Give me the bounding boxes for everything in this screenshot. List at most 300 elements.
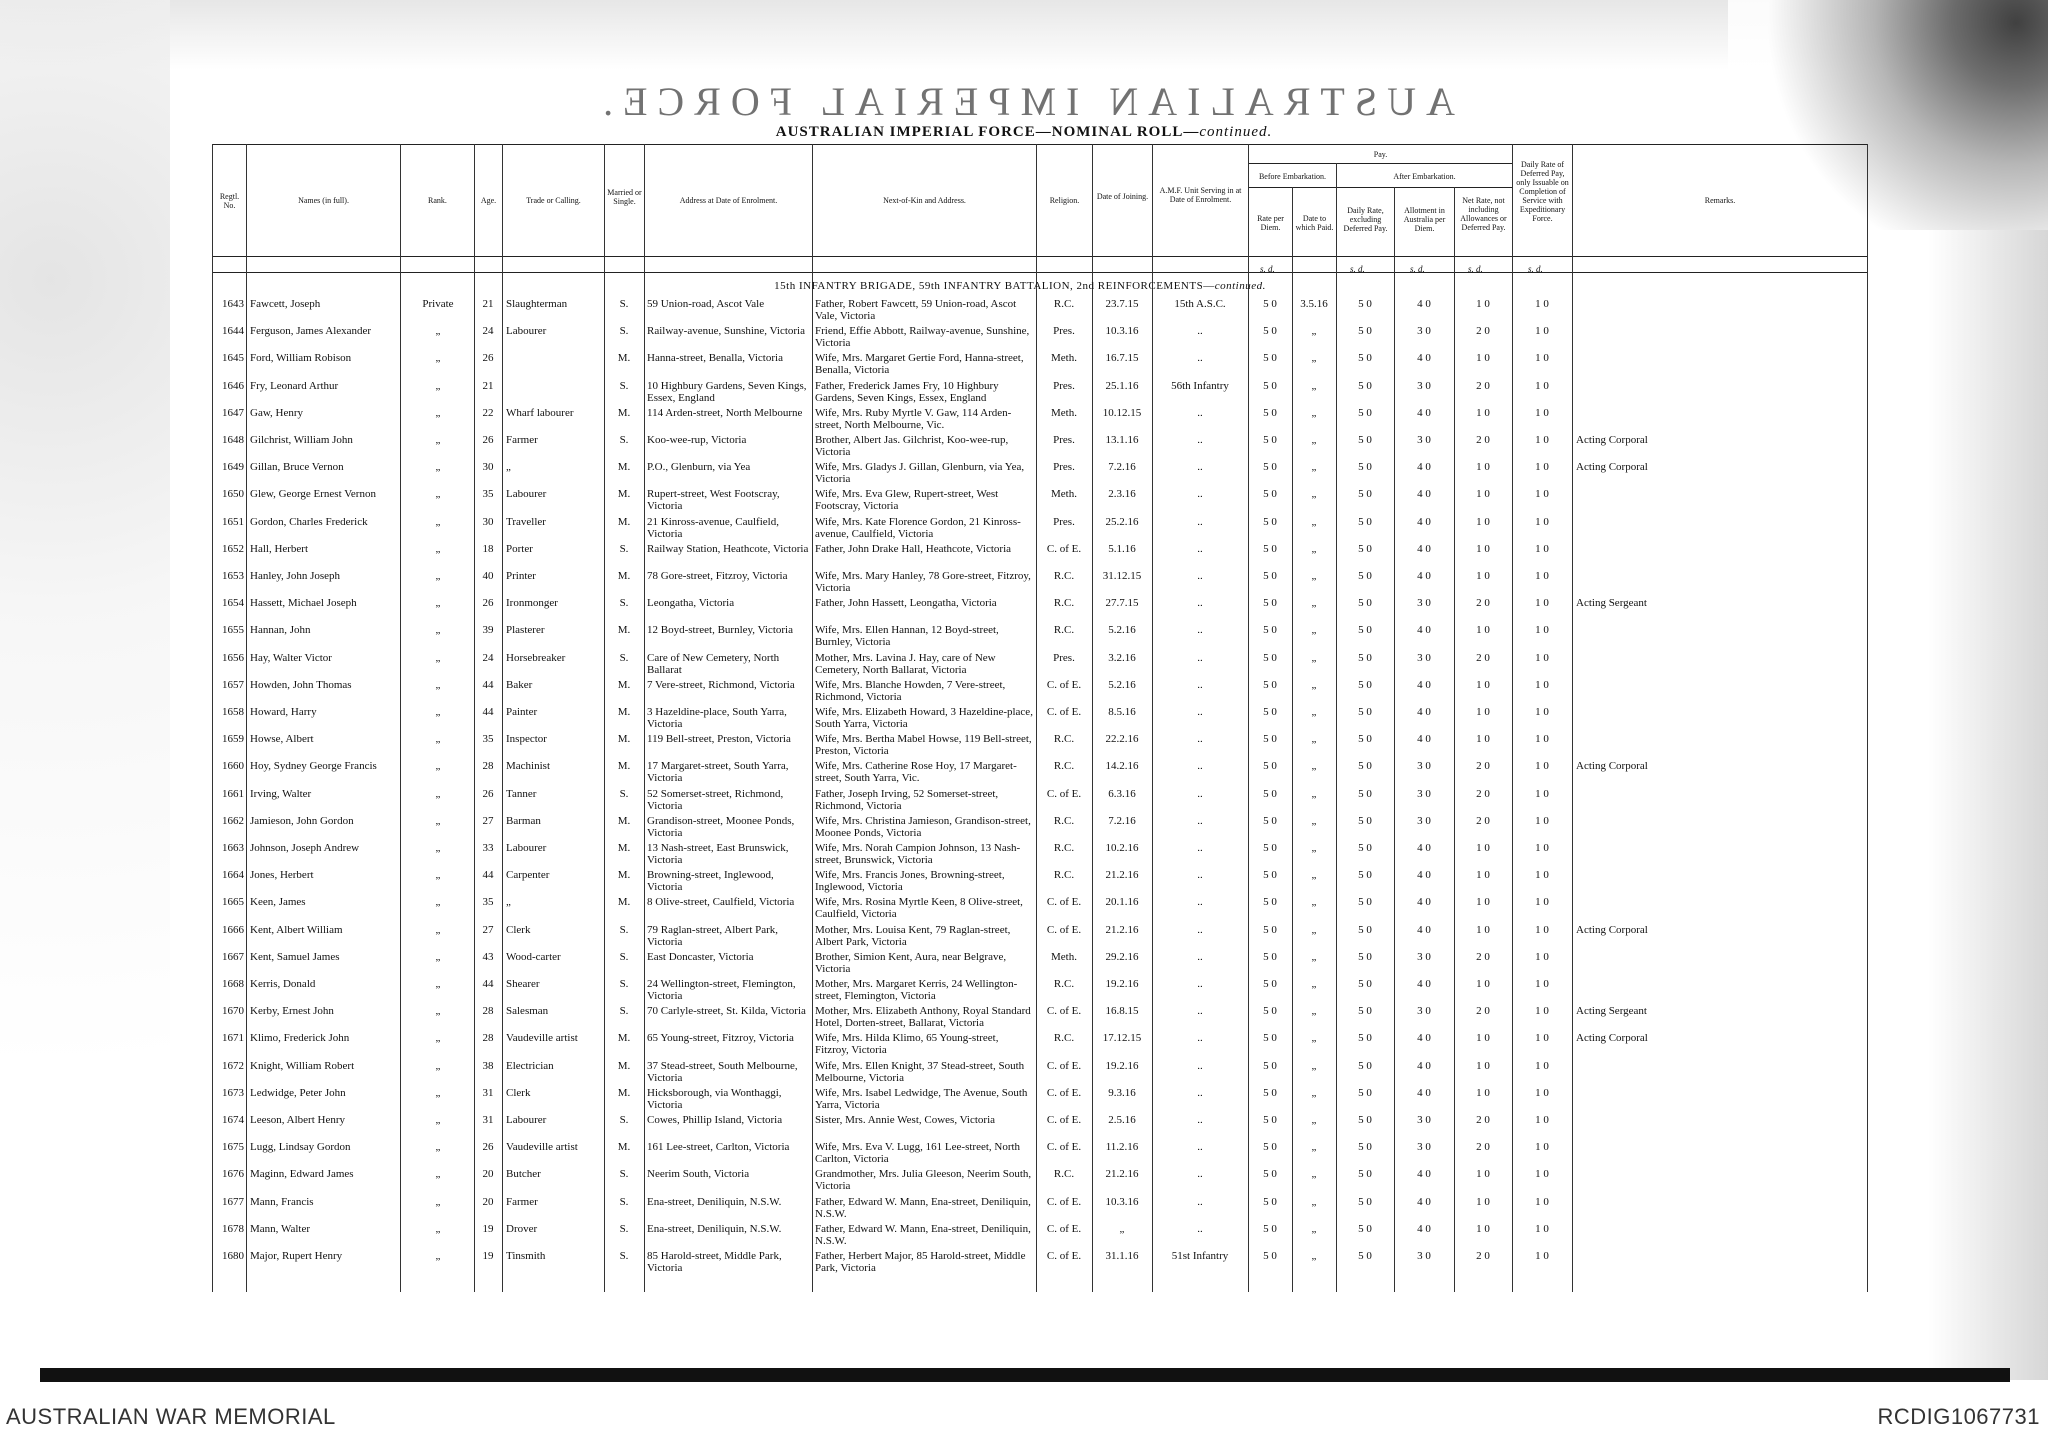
- cell-paid: „: [1311, 1059, 1317, 1072]
- cell-ms: M.: [617, 733, 631, 746]
- cell-net: 1 0: [1476, 461, 1490, 474]
- cell-trade: „: [506, 461, 511, 474]
- cell-unit: ..: [1197, 842, 1203, 854]
- header-religion: Religion.: [1049, 196, 1080, 205]
- cell-def: 1 0: [1535, 352, 1549, 365]
- cell-def: 1 0: [1535, 624, 1549, 637]
- cell-ms: S.: [619, 1195, 629, 1208]
- cell-net: 2 0: [1476, 1005, 1490, 1018]
- cell-kin: Wife, Mrs. Eva V. Lugg, 161 Lee-street, North Carlton, Victoria: [815, 1141, 1021, 1166]
- cell-rel: C. of E.: [1046, 1195, 1082, 1208]
- cell-paid: „: [1311, 814, 1317, 827]
- cell-date: 23.7.15: [1105, 298, 1139, 310]
- cell-no: 1648: [222, 434, 244, 446]
- header-next-of-kin: Next-of-Kin and Address.: [883, 196, 966, 205]
- cell-daily: 5 0: [1358, 570, 1372, 582]
- cell-unit: ..: [1197, 760, 1203, 773]
- cell-paid: „: [1311, 1195, 1317, 1208]
- cell-unit: ..: [1197, 325, 1203, 338]
- cell-daily: 5 0: [1358, 1195, 1372, 1208]
- cell-allot: 3 0: [1417, 1005, 1431, 1018]
- cell-no: 1653: [222, 570, 244, 582]
- cell-name: Knight, William Robert: [250, 1059, 355, 1072]
- cell-allot: 4 0: [1417, 733, 1431, 746]
- cell-allot: 4 0: [1417, 406, 1431, 419]
- cell-ms: S.: [619, 923, 629, 936]
- cell-addr: 114 Arden-street, North Melbourne: [647, 406, 803, 419]
- cell-rate: 5 0: [1263, 950, 1277, 963]
- cell-rel: R.C.: [1053, 298, 1075, 310]
- cell-paid: „: [1311, 978, 1317, 990]
- cell-no: 1667: [222, 950, 244, 963]
- bleed-through-title: AUSTRALIAN IMPERIAL FORCE.: [593, 79, 1455, 124]
- cell-name: Howse, Albert: [250, 733, 314, 746]
- cell-addr: 10 Highbury Gardens, Seven Kings, Essex, England: [647, 379, 807, 404]
- cell-rank: „: [435, 461, 441, 474]
- cell-def: 1 0: [1535, 1250, 1549, 1262]
- cell-kin: Mother, Mrs. Louisa Kent, 79 Raglan-street, Albert Park, Victoria: [815, 923, 1011, 948]
- cell-addr: Cowes, Phillip Island, Victoria: [647, 1114, 783, 1126]
- cell-def: 1 0: [1535, 678, 1549, 691]
- cell-age: 20: [482, 1195, 494, 1208]
- cell-trade: Tinsmith: [506, 1250, 546, 1262]
- cell-kin: Wife, Mrs. Francis Jones, Browning-street, Inglewood, Victoria: [815, 869, 1005, 894]
- cell-no: 1672: [222, 1059, 244, 1072]
- cell-name: Ferguson, James Alexander: [250, 325, 372, 338]
- cell-rate: 5 0: [1263, 1032, 1277, 1045]
- cell-rel: Pres.: [1053, 325, 1075, 338]
- cell-def: 1 0: [1535, 978, 1549, 990]
- cell-addr: 70 Carlyle-street, St. Kilda, Victoria: [647, 1005, 806, 1018]
- cell-no: 1665: [222, 896, 244, 909]
- cell-daily: 5 0: [1358, 978, 1372, 990]
- cell-paid: „: [1311, 624, 1317, 637]
- cell-allot: 4 0: [1417, 842, 1431, 854]
- cell-rel: C. of E.: [1046, 1250, 1082, 1262]
- cell-rel: Pres.: [1053, 651, 1075, 664]
- cell-daily: 5 0: [1358, 515, 1372, 528]
- cell-paid: 3.5.16: [1300, 298, 1328, 310]
- cell-rank: „: [435, 651, 441, 664]
- cell-paid: „: [1311, 406, 1317, 419]
- cell-ms: M.: [617, 1032, 631, 1045]
- cell-rel: R.C.: [1053, 597, 1075, 610]
- cell-daily: 5 0: [1358, 760, 1372, 773]
- cell-addr: Care of New Cemetery, North Ballarat: [647, 651, 780, 676]
- cell-paid: „: [1311, 869, 1317, 882]
- col-line-8: [812, 144, 813, 1292]
- cell-allot: 3 0: [1417, 787, 1431, 800]
- cell-allot: 4 0: [1417, 923, 1431, 936]
- cell-unit: ..: [1197, 651, 1203, 664]
- cell-kin: Wife, Mrs. Rosina Myrtle Keen, 8 Olive-street, Caulfield, Victoria: [815, 896, 1023, 921]
- cell-net: 1 0: [1476, 733, 1490, 746]
- cell-ms: M.: [617, 706, 631, 718]
- cell-trade: Labourer: [506, 842, 547, 854]
- cell-name: Johnson, Joseph Andrew: [250, 842, 360, 854]
- cell-unit: ..: [1197, 733, 1203, 746]
- cell-trade: Vaudeville artist: [506, 1141, 578, 1154]
- cell-unit: ..: [1197, 706, 1203, 718]
- cell-ms: S.: [619, 542, 629, 555]
- cell-addr: Hicksborough, via Wonthaggi, Victoria: [647, 1086, 782, 1111]
- cell-unit: ..: [1197, 352, 1203, 365]
- cell-trade: Wood-carter: [506, 950, 561, 963]
- scan-shadow-left: [0, 0, 170, 1400]
- cell-age: 20: [482, 1168, 494, 1181]
- cell-net: 2 0: [1476, 1250, 1490, 1262]
- cell-addr: 24 Wellington-street, Flemington, Victoria: [647, 978, 796, 1002]
- cell-daily: 5 0: [1358, 1168, 1372, 1181]
- cell-net: 2 0: [1476, 760, 1490, 773]
- cell-addr: Ena-street, Deniliquin, N.S.W.: [647, 1195, 782, 1208]
- cell-unit: ..: [1197, 1032, 1203, 1045]
- cell-net: 1 0: [1476, 1059, 1490, 1072]
- cell-paid: „: [1311, 1250, 1317, 1262]
- cell-name: Mann, Walter: [250, 1222, 311, 1235]
- cell-allot: 3 0: [1417, 325, 1431, 338]
- cell-rank: „: [435, 624, 441, 637]
- cell-age: 44: [482, 869, 494, 882]
- cell-no: 1659: [222, 733, 244, 746]
- cell-rel: Pres.: [1053, 379, 1075, 392]
- cell-rate: 5 0: [1263, 461, 1277, 474]
- cell-daily: 5 0: [1358, 1032, 1372, 1045]
- cell-paid: „: [1311, 488, 1317, 501]
- header-age: Age.: [480, 196, 497, 205]
- cell-paid: „: [1311, 570, 1317, 582]
- cell-allot: 4 0: [1417, 978, 1431, 990]
- cell-net: 2 0: [1476, 597, 1490, 610]
- cell-def: 1 0: [1535, 1059, 1549, 1072]
- cell-no: 1671: [222, 1032, 244, 1045]
- cell-date: 25.1.16: [1105, 379, 1139, 392]
- cell-age: 22: [482, 406, 494, 419]
- cell-daily: 5 0: [1358, 597, 1372, 610]
- col-line-4: [474, 144, 475, 1292]
- cell-rel: C. of E.: [1046, 1114, 1082, 1126]
- cell-kin: Wife, Mrs. Bertha Mabel Howse, 119 Bell-street, Preston, Victoria: [815, 733, 1032, 758]
- cell-no: 1650: [222, 488, 244, 501]
- cell-rel: Meth.: [1051, 352, 1077, 365]
- cell-date: 3.2.16: [1108, 651, 1136, 664]
- header-after-embarkation: After Embarkation.: [1393, 172, 1456, 181]
- cell-allot: 3 0: [1417, 597, 1431, 610]
- cell-def: 1 0: [1535, 488, 1549, 501]
- cell-rate: 5 0: [1263, 651, 1277, 664]
- cell-allot: 3 0: [1417, 760, 1431, 773]
- cell-addr: Koo-wee-rup, Victoria: [647, 434, 747, 446]
- footer: [0, 1396, 2048, 1438]
- cell-def: 1 0: [1535, 950, 1549, 963]
- cell-ms: S.: [619, 1005, 629, 1018]
- cell-date: 16.7.15: [1105, 352, 1139, 365]
- cell-daily: 5 0: [1358, 923, 1372, 936]
- cell-paid: „: [1311, 842, 1317, 854]
- cell-kin: Wife, Mrs. Eva Glew, Rupert-street, West Footscray, Victoria: [815, 488, 999, 513]
- cell-unit: 56th Infantry: [1171, 379, 1229, 392]
- cell-allot: 4 0: [1417, 1195, 1431, 1208]
- cell-trade: Wharf labourer: [506, 406, 574, 419]
- cell-rate: 5 0: [1263, 570, 1277, 582]
- cell-rank: „: [435, 869, 441, 882]
- cell-addr: 79 Raglan-street, Albert Park, Victoria: [647, 923, 779, 948]
- cell-age: 19: [482, 1250, 494, 1262]
- cell-rate: 5 0: [1263, 325, 1277, 338]
- cell-no: 1660: [222, 760, 244, 773]
- cell-ms: S.: [619, 1114, 629, 1126]
- units-rule: [212, 272, 1867, 273]
- cell-name: Howard, Harry: [250, 706, 317, 718]
- footer-institution: AUSTRALIAN WAR MEMORIAL: [6, 1404, 336, 1429]
- col-line-15: [1394, 187, 1395, 1292]
- cell-addr: 85 Harold-street, Middle Park, Victoria: [647, 1250, 782, 1274]
- cell-def: 1 0: [1535, 760, 1549, 773]
- cell-rem: Acting Corporal: [1576, 434, 1648, 446]
- cell-no: 1656: [222, 651, 244, 664]
- cell-net: 1 0: [1476, 352, 1490, 365]
- cell-age: 35: [482, 488, 494, 501]
- cell-unit: ..: [1197, 1086, 1203, 1099]
- cell-rank: Private: [422, 298, 454, 310]
- cell-unit: ..: [1197, 488, 1203, 501]
- cell-date: 14.2.16: [1105, 760, 1139, 773]
- cell-no: 1644: [222, 325, 244, 338]
- cell-rel: C. of E.: [1046, 542, 1082, 555]
- col-line-10: [1092, 144, 1093, 1292]
- header-bottom-rule: [212, 256, 1867, 257]
- cell-ms: M.: [617, 1141, 631, 1154]
- col-line-1: [212, 144, 213, 1292]
- cell-trade: Clerk: [506, 923, 531, 936]
- cell-allot: 3 0: [1417, 651, 1431, 664]
- unit-sd-4: s. d.: [1468, 264, 1483, 274]
- cell-rank: „: [435, 1168, 441, 1181]
- cell-date: 10.2.16: [1105, 842, 1139, 854]
- cell-ms: M.: [617, 896, 631, 909]
- cell-date: 6.3.16: [1108, 787, 1136, 800]
- cell-addr: Hanna-street, Benalla, Victoria: [647, 352, 783, 365]
- cell-ms: M.: [617, 760, 631, 773]
- cell-no: 1658: [222, 706, 244, 718]
- cell-kin: Father, John Hassett, Leongatha, Victoria: [815, 597, 997, 610]
- cell-addr: Leongatha, Victoria: [647, 597, 735, 610]
- cell-age: 40: [482, 570, 494, 582]
- cell-def: 1 0: [1535, 570, 1549, 582]
- cell-kin: Wife, Mrs. Isabel Ledwidge, The Avenue, South Yarra, Victoria: [815, 1086, 1028, 1111]
- cell-age: 44: [482, 706, 494, 718]
- cell-allot: 4 0: [1417, 515, 1431, 528]
- cell-date: 11.2.16: [1105, 1141, 1139, 1154]
- cell-no: 1655: [222, 624, 244, 637]
- cell-net: 1 0: [1476, 896, 1490, 909]
- cell-rel: R.C.: [1053, 760, 1075, 773]
- cell-daily: 5 0: [1358, 379, 1372, 392]
- cell-allot: 4 0: [1417, 1086, 1431, 1099]
- cell-def: 1 0: [1535, 298, 1549, 310]
- cell-date: 21.2.16: [1105, 869, 1139, 882]
- cell-rank: „: [435, 842, 441, 854]
- cell-addr: 65 Young-street, Fitzroy, Victoria: [647, 1032, 794, 1045]
- cell-date: 25.2.16: [1105, 515, 1139, 528]
- cell-date: „: [1119, 1222, 1125, 1235]
- cell-rank: „: [435, 434, 441, 446]
- cell-unit: ..: [1197, 597, 1203, 610]
- cell-rate: 5 0: [1263, 896, 1277, 909]
- header-remarks: Remarks.: [1704, 196, 1736, 205]
- cell-trade: Machinist: [506, 760, 550, 773]
- cell-def: 1 0: [1535, 1141, 1549, 1154]
- cell-ms: S.: [619, 1168, 629, 1181]
- cell-rel: R.C.: [1053, 570, 1075, 582]
- cell-net: 2 0: [1476, 434, 1490, 446]
- cell-def: 1 0: [1535, 379, 1549, 392]
- cell-rank: „: [435, 814, 441, 827]
- cell-daily: 5 0: [1358, 787, 1372, 800]
- cell-name: Hannan, John: [250, 624, 311, 637]
- cell-paid: „: [1311, 461, 1317, 474]
- cell-def: 1 0: [1535, 706, 1549, 718]
- cell-def: 1 0: [1535, 869, 1549, 882]
- cell-rel: R.C.: [1053, 624, 1075, 637]
- cell-name: Ledwidge, Peter John: [250, 1086, 346, 1099]
- cell-name: Leeson, Albert Henry: [250, 1114, 345, 1126]
- cell-paid: „: [1311, 760, 1317, 773]
- cell-rem: Acting Sergeant: [1576, 1005, 1647, 1018]
- cell-rel: R.C.: [1053, 869, 1075, 882]
- cell-addr: Ena-street, Deniliquin, N.S.W.: [647, 1222, 782, 1235]
- cell-date: 22.2.16: [1105, 733, 1139, 746]
- cell-rel: Meth.: [1051, 950, 1077, 963]
- cell-rank: „: [435, 787, 441, 800]
- cell-addr: 7 Vere-street, Richmond, Victoria: [647, 678, 795, 691]
- cell-net: 2 0: [1476, 814, 1490, 827]
- cell-no: 1651: [222, 515, 244, 528]
- cell-rate: 5 0: [1263, 787, 1277, 800]
- cell-unit: ..: [1197, 1114, 1203, 1126]
- cell-addr: Browning-street, Inglewood, Victoria: [647, 869, 774, 894]
- cell-no: 1643: [222, 298, 244, 310]
- cell-net: 1 0: [1476, 923, 1490, 936]
- cell-age: 30: [482, 461, 494, 474]
- cell-kin: Father, Joseph Irving, 52 Somerset-street, Richmond, Victoria: [815, 787, 999, 812]
- unit-sd-1: s. d.: [1260, 264, 1275, 274]
- cell-paid: „: [1311, 1032, 1317, 1045]
- cell-net: 1 0: [1476, 570, 1490, 582]
- cell-rank: „: [435, 1141, 441, 1154]
- cell-name: Hassett, Michael Joseph: [250, 597, 357, 610]
- cell-rem: Acting Corporal: [1576, 1032, 1648, 1045]
- cell-unit: ..: [1197, 1222, 1203, 1235]
- cell-rate: 5 0: [1263, 760, 1277, 773]
- cell-trade: Vaudeville artist: [506, 1032, 578, 1045]
- cell-name: Howden, John Thomas: [250, 678, 352, 691]
- roll-title-suffix: continued.: [1199, 124, 1273, 140]
- cell-rank: „: [435, 1195, 441, 1208]
- cell-allot: 4 0: [1417, 570, 1431, 582]
- cell-allot: 4 0: [1417, 1059, 1431, 1072]
- cell-rate: 5 0: [1263, 923, 1277, 936]
- cell-kin: Wife, Mrs. Kate Florence Gordon, 21 Kinross-avenue, Caulfield, Victoria: [815, 515, 1021, 540]
- cell-rel: Pres.: [1053, 461, 1075, 474]
- cell-age: 31: [482, 1114, 494, 1126]
- cell-def: 1 0: [1535, 651, 1549, 664]
- cell-name: Gaw, Henry: [250, 406, 304, 419]
- cell-name: Lugg, Lindsay Gordon: [250, 1141, 351, 1154]
- cell-date: 8.5.16: [1108, 706, 1136, 718]
- cell-no: 1662: [222, 814, 244, 827]
- cell-ms: S.: [619, 597, 629, 610]
- cell-name: Kent, Samuel James: [250, 950, 340, 963]
- cell-rate: 5 0: [1263, 1086, 1277, 1099]
- cell-paid: „: [1311, 1005, 1317, 1018]
- cell-date: 31.12.15: [1102, 570, 1142, 582]
- cell-rank: „: [435, 1005, 441, 1018]
- cell-rel: R.C.: [1053, 1168, 1075, 1181]
- cell-addr: 59 Union-road, Ascot Vale: [647, 298, 765, 310]
- cell-def: 1 0: [1535, 1195, 1549, 1208]
- col-line-3: [400, 144, 401, 1292]
- cell-name: Gillan, Bruce Vernon: [250, 461, 344, 474]
- cell-unit: ..: [1197, 570, 1203, 582]
- cell-name: Irving, Walter: [250, 787, 312, 800]
- cell-addr: 12 Boyd-street, Burnley, Victoria: [647, 624, 793, 637]
- cell-age: 18: [482, 542, 494, 555]
- col-line-16: [1454, 187, 1455, 1292]
- cell-unit: ..: [1197, 1141, 1203, 1154]
- cell-rel: Meth.: [1051, 488, 1077, 501]
- cell-allot: 4 0: [1417, 1032, 1431, 1045]
- cell-rank: „: [435, 406, 441, 419]
- cell-allot: 3 0: [1417, 434, 1431, 446]
- cell-no: 1678: [222, 1222, 244, 1235]
- cell-trade: Farmer: [506, 434, 538, 446]
- cell-daily: 5 0: [1358, 1222, 1372, 1235]
- cell-age: 43: [482, 950, 494, 963]
- cell-rank: „: [435, 678, 441, 691]
- cell-date: 10.3.16: [1105, 1195, 1139, 1208]
- header-before-embarkation: Before Embarkation.: [1258, 172, 1327, 181]
- col-line-11: [1152, 144, 1153, 1292]
- cell-unit: ..: [1197, 406, 1203, 419]
- cell-paid: „: [1311, 1114, 1317, 1126]
- cell-date: 5.1.16: [1108, 542, 1136, 555]
- section-title: [620, 280, 1420, 292]
- cell-paid: „: [1311, 542, 1317, 555]
- scan-shadow-right-edge: [1928, 230, 2048, 1380]
- cell-addr: Grandison-street, Moonee Ponds, Victoria: [647, 814, 795, 839]
- cell-ms: S.: [619, 978, 629, 990]
- header-names: Names (in full).: [298, 196, 349, 205]
- cell-kin: Sister, Mrs. Annie West, Cowes, Victoria: [815, 1114, 996, 1126]
- cell-age: 26: [482, 787, 494, 800]
- cell-addr: 21 Kinross-avenue, Caulfield, Victoria: [647, 515, 779, 540]
- cell-paid: „: [1311, 706, 1317, 718]
- cell-trade: Printer: [506, 570, 536, 582]
- cell-age: 31: [482, 1086, 494, 1099]
- cell-kin: Wife, Mrs. Ellen Hannan, 12 Boyd-street, Burnley, Victoria: [815, 624, 999, 649]
- cell-date: 21.2.16: [1105, 923, 1139, 936]
- unit-sd-2: s. d.: [1350, 264, 1365, 274]
- scan-bottom-band: [40, 1368, 2010, 1382]
- cell-kin: Wife, Mrs. Mary Hanley, 78 Gore-street, Fitzroy, Victoria: [815, 570, 1031, 594]
- cell-date: 19.2.16: [1105, 1059, 1139, 1072]
- cell-rank: „: [435, 1086, 441, 1099]
- cell-trade: Tanner: [506, 787, 537, 800]
- section-title-text: 15th INFANTRY BRIGADE, 59th INFANTRY BATTALION, 2nd REINFORCEMENTS—: [774, 280, 1215, 292]
- cell-ms: S.: [619, 298, 629, 310]
- cell-def: 1 0: [1535, 787, 1549, 800]
